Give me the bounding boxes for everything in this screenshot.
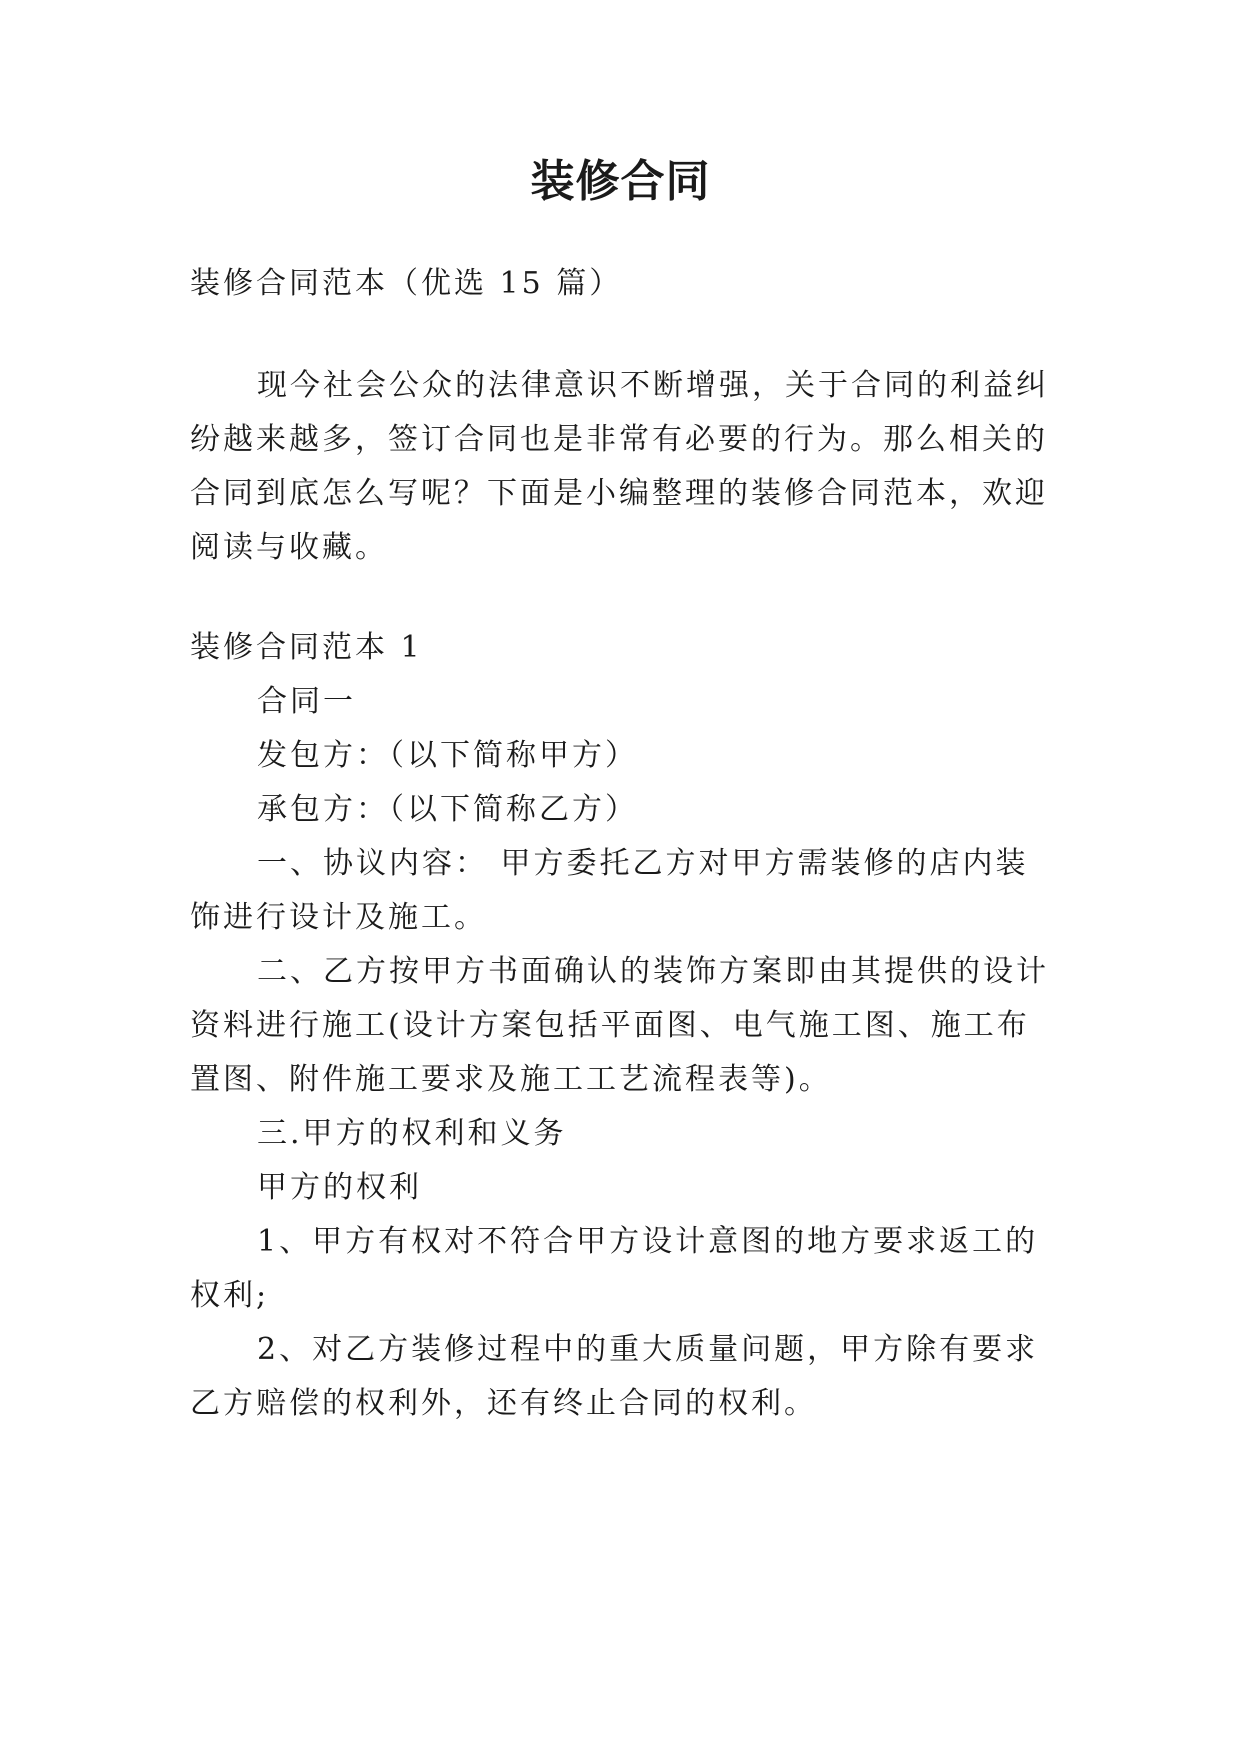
- intro-line-4: 阅读与收藏。: [190, 530, 388, 565]
- party-a-line: 发包方：（以下简称甲方）: [257, 738, 638, 773]
- intro-line-3: 合同到底怎么写呢？下面是小编整理的装修合同范本，欢迎: [190, 476, 1048, 511]
- document-subtitle: 装修合同范本（优选 15 篇）: [190, 266, 623, 301]
- clause1-line-1: 一、协议内容： 甲方委托乙方对甲方需装修的店内装: [257, 846, 1029, 881]
- rights-heading: 甲方的权利: [257, 1170, 422, 1205]
- document-title: 装修合同: [530, 156, 711, 207]
- section-heading: 装修合同范本 1: [190, 630, 423, 665]
- clause2-line-3: 置图、附件施工要求及施工工艺流程表等)。: [190, 1062, 832, 1097]
- intro-line-2: 纷越来越多，签订合同也是非常有必要的行为。那么相关的: [190, 422, 1048, 457]
- right2-line-1: 2、对乙方装修过程中的重大质量问题，甲方除有要求: [257, 1332, 1039, 1367]
- right1-line-1: 1、甲方有权对不符合甲方设计意图的地方要求返工的: [257, 1224, 1039, 1259]
- party-b-line: 承包方：（以下简称乙方）: [257, 792, 638, 827]
- right2-line-2: 乙方赔偿的权利外，还有终止合同的权利。: [190, 1386, 817, 1421]
- clause3-heading: 三.甲方的权利和义务: [257, 1116, 567, 1151]
- intro-line-1: 现今社会公众的法律意识不断增强，关于合同的利益纠: [257, 368, 1049, 403]
- clause2-line-1: 二、乙方按甲方书面确认的装饰方案即由其提供的设计: [257, 954, 1049, 989]
- clause1-line-2: 饰进行设计及施工。: [190, 900, 487, 935]
- right1-line-2: 权利;: [190, 1278, 270, 1313]
- contract-name: 合同一: [257, 684, 356, 719]
- clause2-line-2: 资料进行施工(设计方案包括平面图、电气施工图、施工布: [190, 1008, 1030, 1043]
